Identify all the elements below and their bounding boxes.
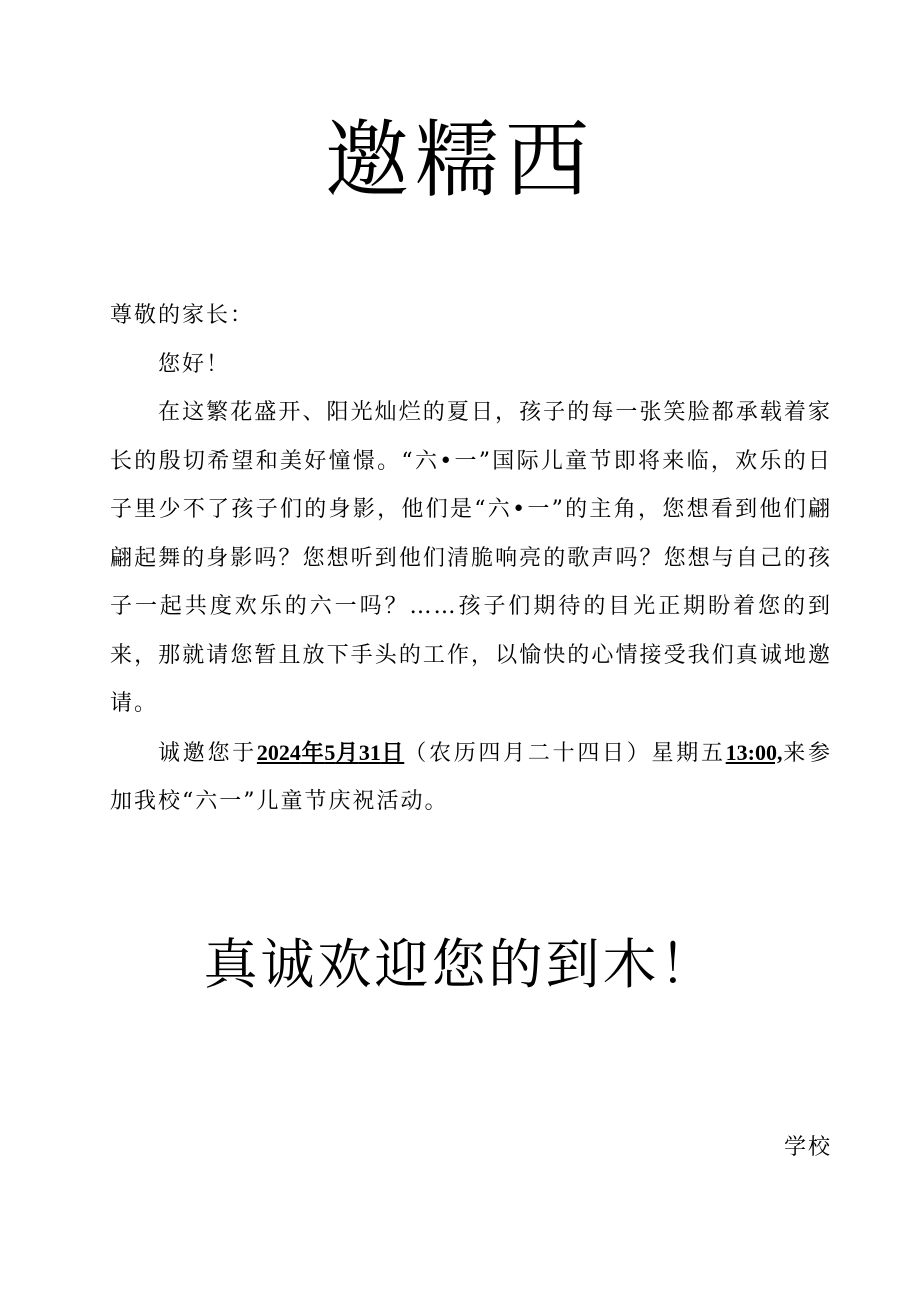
invite-day: 31 bbox=[358, 739, 381, 765]
invite-lunar: （农历四月二十四日）星期五 bbox=[404, 740, 726, 766]
letter-body bbox=[110, 292, 832, 827]
invite-month: 5 bbox=[324, 739, 336, 765]
invite-suffix: 来参加我校“六一”儿童节庆祝活动。 bbox=[110, 740, 832, 814]
closing-line: 真诚欢迎您的到木！ bbox=[203, 933, 717, 996]
invite-date bbox=[257, 740, 404, 765]
invite-year: 2024 bbox=[256, 739, 301, 765]
salutation: 尊敬的家长： bbox=[110, 303, 255, 328]
invite-paragraph bbox=[110, 729, 832, 827]
invite-month-unit: 月 bbox=[335, 739, 359, 765]
greeting: 您好！ bbox=[158, 351, 231, 377]
page-title: 邀糯西 bbox=[324, 111, 595, 209]
invite-time: 13:00, bbox=[725, 739, 783, 765]
invite-prefix: 诚邀您于 bbox=[158, 740, 257, 766]
invite-year-unit: 年 bbox=[300, 739, 325, 765]
signature: 学校 bbox=[783, 1135, 832, 1160]
main-paragraph: 在这繁花盛开、阳光灿烂的夏日，孩子的每一张笑脸都承载着家长的殷切希望和美好憧憬。“六•一”国际儿童节即将来临，欢乐的日子里少不了孩子们的身影，他们是“六•一”的主角，您想看到他们翩翩起舞的身影吗？您想听到他们清脆响亮的歌声吗？您想与自己的孩子一起共度欢乐的六一吗？……孩子们期待的目光正期盼着您的到来，那就请您暂且放下手头的工作，以愉快的心情接受我们真诚地邀请。 bbox=[110, 400, 832, 716]
invite-day-unit: 日 bbox=[380, 739, 405, 765]
